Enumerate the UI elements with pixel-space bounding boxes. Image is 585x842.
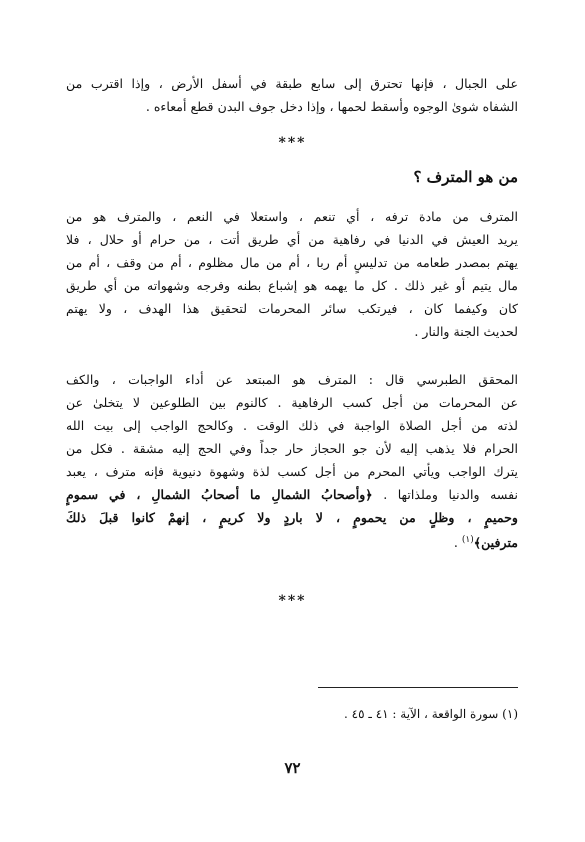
- text-line: يهتم بمصدر طعامه من تدليسٍ أم ربا ، أم من مال مظلوم ، أم من وقف ، أم من: [66, 255, 518, 270]
- footnote-marker: (١): [461, 535, 474, 545]
- text-line: مال يتيم أو غير ذلك . كل ما يهمه هو إشباع بطنه وفرجه وشهواته من أي طريق: [66, 278, 518, 293]
- page-number: ٧٢: [284, 759, 301, 777]
- text-line: لحديث الجنة والنار .: [414, 324, 518, 339]
- text-line: يترك الواجب ويأتي المحرم من أجل كسب لذة وشهوة دنيوية فإنه مترف ، يعبد: [66, 464, 518, 479]
- section-heading: من هو المترف ؟: [413, 168, 518, 186]
- text-run: .: [453, 535, 462, 551]
- text-line: كان وكيفما كان ، فيرتكب سائر المحرمات لتحقيق هذا الهدف ، ولا يهتم: [66, 301, 518, 316]
- text-line: المترف من مادة ترفه ، أي تنعم ، واستعلا في النعم ، والمترف هو من: [66, 209, 518, 224]
- section-separator: ***: [278, 593, 307, 609]
- text-run: نفسه والدنيا وملذاتها .: [383, 487, 518, 502]
- footnote-divider: [318, 687, 518, 688]
- quran-verse: مترفين﴾: [473, 535, 518, 551]
- text-line: لذته من أجل الصلاة الواجبة في ذلك الوقت . وكالحج الواجب إلى بيت الله: [66, 418, 518, 433]
- paragraph-hell-fire: [66, 72, 518, 118]
- footnote: (١) سورة الواقعة ، الآية : ٤١ ـ ٤٥ .: [344, 707, 518, 721]
- paragraph-tabarsi: [66, 368, 518, 552]
- text-line: يريد العيش في الدنيا في رفاهية من أي طريق أتت ، من حرام أو حلال ، فلا: [66, 232, 518, 247]
- text-line: عن المحرمات من أجل كسب الرفاهية . كالنوم بين الطلوعين لا يتخلىٰ عن: [66, 395, 518, 410]
- text-line: [66, 529, 518, 552]
- text-line: على الجبال ، فإنها تحترق إلى سابع طبقة في أسفل الأرض ، وإذا اقترب من: [66, 76, 518, 91]
- quran-verse: ﴿وأصحابُ الشمالِ ما أصحابُ الشمالِ ، في سمومٍ: [66, 487, 373, 502]
- text-line: المحقق الطبرسي قال : المترف هو المبتعد عن أداء الواجبات ، والكف: [66, 372, 518, 387]
- paragraph-definition: [66, 205, 518, 343]
- section-separator: ***: [278, 135, 307, 151]
- text-line: الحرام فلا يذهب إليه لأن جو الحجاز حار جداً وفي الحج إليه مشقة . فكل من: [66, 441, 518, 456]
- quran-verse-line: وحميمٍ ، وظلٍ من يحمومٍ ، لا باردٍ ولا كريمٍ ، إنهمْ كانوا قبلَ ذلكَ: [66, 510, 518, 525]
- text-line: الشفاه شوىٰ الوجوه وأسقط لحمها ، وإذا دخل جوف البدن قطع أمعاءه .: [145, 99, 518, 114]
- text-line: [66, 483, 518, 506]
